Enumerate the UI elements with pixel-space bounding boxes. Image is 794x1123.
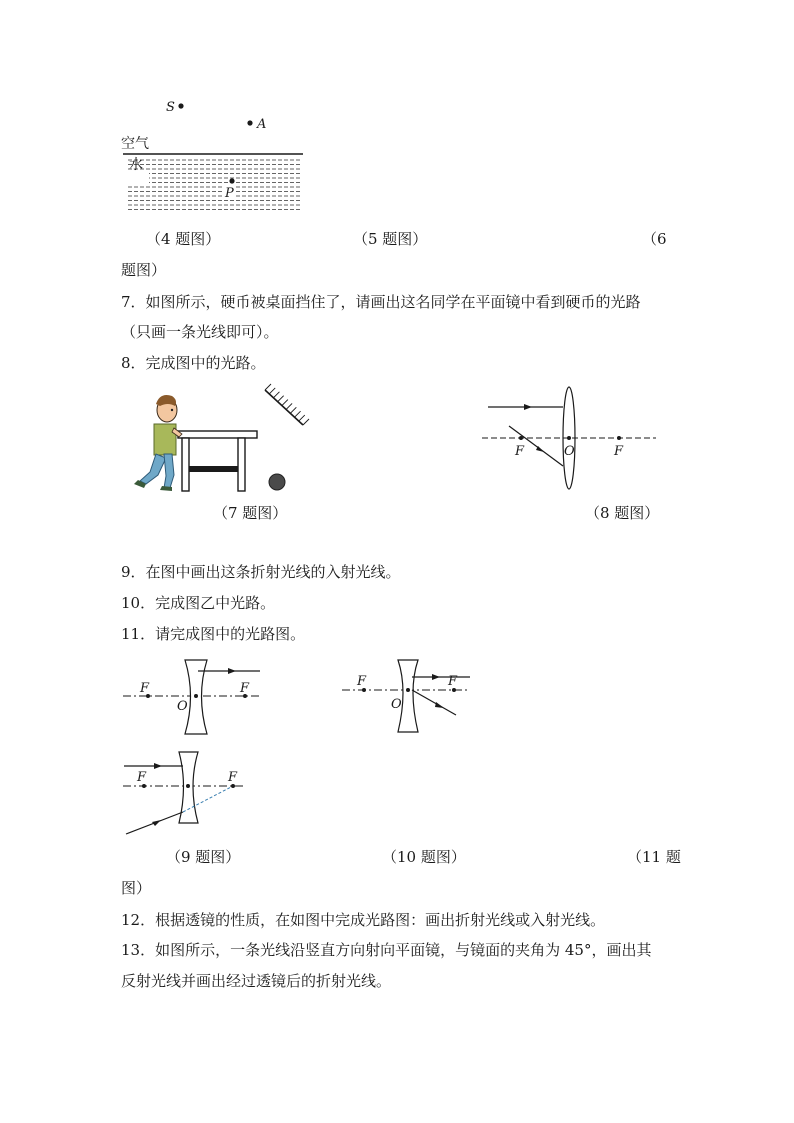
figure-concave-c-diagram (0, 745, 300, 845)
question-11: 11．请完成图中的光路图。 (121, 625, 306, 643)
mirror-hatch-line (286, 403, 292, 409)
mirror-hatch-line (273, 392, 279, 398)
table-leg-left (182, 438, 189, 491)
plane-mirror (265, 390, 303, 425)
water-label-bg (127, 172, 149, 186)
focus-right-dot (617, 436, 621, 440)
air-label: 空气 (121, 136, 149, 152)
figure-7-diagram (0, 380, 400, 500)
concave-lens (398, 660, 418, 732)
caption-fig8: （8 题图） (585, 504, 660, 522)
optical-center-label: O (177, 699, 188, 714)
mirror-hatch-line (269, 388, 275, 394)
mirror-hatch-line (290, 407, 296, 413)
coin (269, 474, 285, 490)
focus-left-dot (519, 436, 523, 440)
figure-concave-c (0, 745, 300, 845)
figure-4 (0, 0, 794, 230)
focus-left-label: F (515, 444, 525, 459)
caption-fig7: （7 题图） (213, 504, 288, 522)
optical-center-label: O (564, 444, 575, 459)
water-label: 水 (129, 157, 143, 173)
question-10: 10．完成图乙中光路。 (121, 594, 276, 612)
figure-8-diagram (420, 380, 794, 500)
figure-concave-a (0, 650, 300, 750)
student-figure (134, 395, 182, 491)
point-s-label: S (166, 100, 175, 115)
figure-concave-a-diagram (0, 650, 300, 750)
figure-4-diagram (0, 0, 794, 230)
question-13-line1: 13．如图所示，一条光线沿竖直方向射向平面镜，与镜面的夹角为 45°，画出其 (121, 941, 652, 959)
mirror-hatch-line (282, 400, 288, 406)
caption-fig6-part2: 题图） (121, 261, 167, 279)
figure-7 (0, 380, 400, 500)
optical-center-dot (406, 688, 410, 692)
focus-left-label: F (140, 681, 150, 696)
caption-fig6-part1: （6 (642, 230, 667, 248)
caption-fig5: （5 题图） (353, 230, 428, 248)
focus-right-label: F (614, 444, 624, 459)
question-7-line2: （只画一条光线即可）。 (121, 323, 279, 341)
caption-fig11-part2: 图） (121, 879, 152, 897)
figure-concave-b-diagram (300, 650, 500, 750)
caption-fig11-part1: （11 题 (627, 848, 681, 866)
optical-center-dot (194, 694, 198, 698)
arrowhead (228, 668, 236, 674)
caption-fig4: （4 题图） (146, 230, 221, 248)
point-p-dot (229, 178, 234, 183)
mirror-hatch-line (303, 419, 309, 425)
figure-8 (420, 380, 794, 500)
caption-fig9: （9 题图） (166, 848, 241, 866)
arrowhead (432, 674, 440, 680)
mirror-hatch-line (299, 415, 305, 421)
question-7-line1: 7．如图所示，硬币被桌面挡住了，请画出这名同学在平面镜中看到硬币的光路 (121, 293, 641, 311)
point-a-dot (247, 120, 252, 125)
question-8: 8．完成图中的光路。 (121, 354, 266, 372)
mirror-hatch-line (295, 411, 301, 417)
question-13-line2: 反射光线并画出经过透镜后的折射光线。 (121, 972, 392, 990)
table-top (178, 431, 257, 438)
point-p-label: P (225, 186, 234, 201)
arrowhead (524, 404, 532, 410)
arrowhead (435, 702, 444, 708)
question-9: 9．在图中画出这条折射光线的入射光线。 (121, 563, 401, 581)
water-hatching (128, 160, 301, 210)
mirror-hatch-line (278, 396, 284, 402)
point-s-dot (178, 103, 183, 108)
arrowhead (154, 763, 162, 769)
optical-center-dot (567, 436, 571, 440)
optical-center-label: O (391, 697, 402, 712)
focus-left-label: F (137, 770, 147, 785)
focus-right-label: F (240, 681, 250, 696)
caption-fig10: （10 题图） (382, 848, 466, 866)
mirror-hatching (265, 384, 309, 425)
mirror-hatch-line (265, 384, 271, 390)
focus-left-label: F (357, 674, 367, 689)
optical-center-dot (186, 784, 190, 788)
point-a-label: A (257, 117, 267, 132)
table-leg-right (238, 438, 245, 491)
arrowhead (152, 820, 161, 826)
focus-right-label: F (228, 770, 238, 785)
figure-concave-b (300, 650, 500, 750)
table-crossbar (189, 466, 238, 472)
question-12: 12．根据透镜的性质，在如图中完成光路图：画出折射光线或入射光线。 (121, 911, 606, 929)
refracted-ray-diverging (412, 690, 456, 715)
focus-right-label: F (448, 674, 458, 689)
